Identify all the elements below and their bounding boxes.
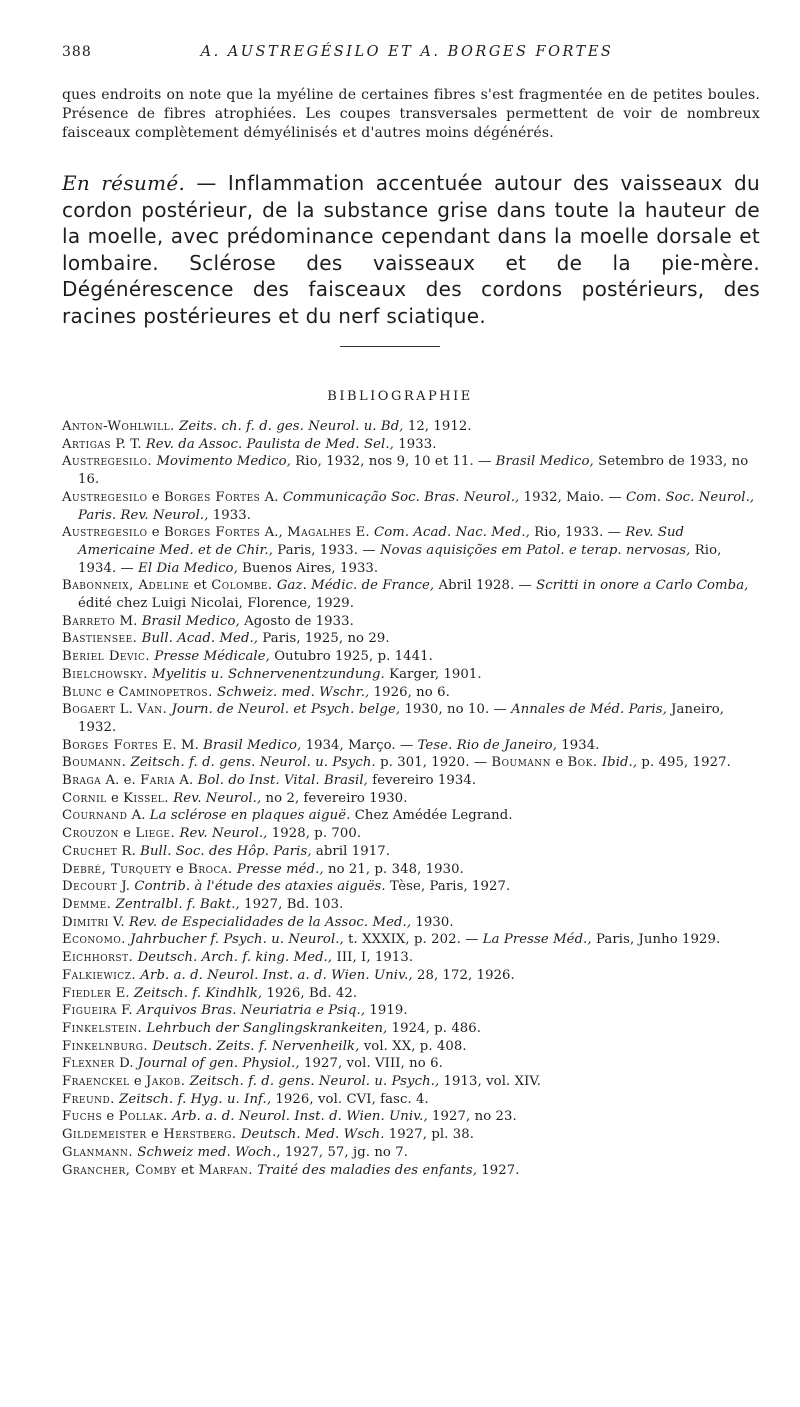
entry-title: Com. Acad. Nac. Med., [374,525,530,541]
entry-text: A. [175,773,198,789]
entry-text: 1934, Março. — [301,737,418,753]
entry-text: 1927, no 23. [427,1109,517,1125]
entry-text: Paris, 1925, no 29. [258,631,390,647]
entry-title: Presse méd., [236,861,324,877]
entry-text: V. [108,914,129,930]
entry-title: Arb. a. d. Neurol. Inst. a. d. Wien. Univ., [140,967,413,983]
bibliography-entry [62,577,762,612]
entry-title: Arquivos Bras. Neuriatria e Psiq., [136,1003,366,1019]
entry-author: Colombe. [211,578,273,594]
bibliography-entry [62,825,762,843]
entry-text: Chez Amédée Legrand. [350,808,513,824]
entry-author: Grancher, Comby [62,1162,177,1178]
entry-author: Demme. [62,896,112,912]
running-head: A. AUSTREGÉSILO ET A. BORGES FORTES [200,44,614,60]
bibliography-entry [62,648,762,666]
entry-text: III, I, 1913. [332,950,414,966]
bibliography-entry [62,1091,762,1109]
entry-title: La Presse Méd., [482,932,592,948]
entry-text: 1927, 57, jg. no 7. [280,1144,409,1160]
entry-author: Liege. [135,826,176,842]
intro-paragraph: ques endroits on note que la myéline de certaines fibres s'est fragmentée en de petites boules. Présence de fibres atrophiées. Les coupes transversales permettent de voir de nombreux faisceaux complètement démyélinisés et d'autres moins dégénérés. [62,87,760,141]
entry-author: Debré, Turquety [62,861,172,877]
entry-author: Dimitri [62,914,109,930]
entry-title: La sclérose en plaques aiguë. [149,808,351,824]
entry-author: Broca. [188,861,233,877]
entry-title: Annales de Méd. Paris, [511,702,667,718]
entry-author: Fuchs [62,1109,103,1125]
entry-author: Fraenckel [62,1074,130,1090]
entry-title: Journ. de Neurol. et Psych. belge, [171,702,401,718]
entry-text: 1913, vol. XIV. [439,1074,541,1090]
page-number: 388 [62,44,92,60]
entry-title: Arb. a. d. Neurol. Inst. d. Wien. Univ., [172,1109,428,1125]
bibliography-entry [62,843,762,861]
entry-text: L. [115,702,138,718]
bibliography-entry [62,737,762,755]
entry-title: Rev. de Especialidades de la Assoc. Med., [128,914,412,930]
entry-author: Flexner [62,1056,115,1072]
bibliography-entry [62,489,762,524]
entry-text: Paris, 1933. — [273,542,380,558]
bibliography-entry [62,1038,762,1056]
entry-title: Ibid., [601,755,638,771]
entry-text: abril 1917. [311,843,391,859]
entry-title: Bull. Soc. des Hôp. Paris, [140,843,312,859]
entry-text: 1930, no 10. — [400,702,512,718]
entry-title: Deutsch. Med. Wsch. [240,1127,385,1143]
entry-text: e [102,1109,119,1125]
bibliography-entry [62,985,762,1003]
entry-text: 1919. [365,1003,408,1019]
entry-text: vol. XX, p. 408. [359,1038,467,1054]
entry-title: Gaz. Médic. de France, [276,578,435,594]
entry-author: Marfan. [198,1162,253,1178]
entry-title: Traité des maladies des enfants, [257,1162,477,1178]
entry-text: Paris, Junho 1929. [591,932,721,948]
entry-author: Pollak. [118,1109,168,1125]
entry-author: Cournand [62,808,128,824]
entry-text: e [102,684,119,700]
entry-title: Contrib. à l'étude des ataxies aiguës. [134,879,386,895]
entry-text: no 21, p. 348, 1930. [323,861,464,877]
entry-text: 1927, pl. 38. [384,1127,475,1143]
entry-title: Movimento Medico, [156,454,291,470]
entry-text: 1927, Bd. 103. [239,896,344,912]
entry-author: Austregesilo [62,525,148,541]
section-divider [340,346,440,347]
entry-text: R. [117,843,141,859]
bibliography-entry [62,701,762,736]
bibliography-entry [62,453,762,488]
entry-author: Boumann. [62,755,127,771]
bibliography-entry [62,418,762,436]
bibliography-entry [62,878,762,896]
entry-author: Gildemeister [62,1127,147,1143]
entry-text: 1932, Maio. — [519,489,627,505]
entry-text: édité chez Luigi Nicolai, Florence, 1929. [78,596,355,612]
entry-text: Karger, 1901. [384,666,482,682]
entry-author: Bok. [567,755,598,771]
entry-title: Zeitsch. f. d. gens. Neurol. u. Psych., [189,1074,440,1090]
entry-text: Setembro de 1933, no 16. [78,454,749,488]
entry-title: Zeitsch. f. Kindhlk, [133,985,263,1001]
entry-text: 1933. [208,507,252,523]
entry-author: Bogaert [62,702,116,718]
entry-text: A. [260,489,283,505]
bibliography-entry [62,613,762,631]
entry-author: Anton-Wohlwill. [62,419,175,434]
bibliography-entry [62,967,762,985]
entry-title: Journal of gen. Physiol., [137,1056,300,1072]
entry-author: Eichhorst. [62,950,134,966]
bibliography-entry [62,949,762,967]
entry-text: E. [111,985,134,1001]
entry-text: 1930. [411,914,454,930]
bibliography-entry [62,684,762,702]
bibliography-entry [62,666,762,684]
bibliography-entry [62,1144,762,1162]
entry-title: Brasil Medico, [495,454,594,470]
entry-text: e [551,755,568,771]
entry-author: Finkelnburg. [62,1038,149,1054]
entry-text: M. [115,613,142,629]
bibliography-entry [62,630,762,648]
entry-text: 1926, vol. CVI, fasc. 4. [271,1091,429,1107]
bibliography-entry [62,861,762,879]
entry-author: Braga [62,773,102,789]
entry-title: Schweiz. med. Wschr., [217,684,370,700]
entry-author: Finkelstein. [62,1020,143,1036]
entry-title: Rev. da Assoc. Paulista de Med. Sel., [145,436,394,452]
entry-author: Herstberg. [163,1127,237,1143]
entry-text: 1926, no 6. [369,684,450,700]
entry-author: Austregesilo [62,489,148,505]
bibliography-list [62,418,762,1179]
bibliography-entry [62,1073,762,1091]
entry-text: e [129,1074,147,1090]
entry-title: Brasil Medico, [141,613,240,629]
entry-text: t. XXXIX, p. 202. — [343,932,483,948]
entry-author: Austregesilo. [62,454,153,470]
entry-title: Bol. do Inst. Vital. Brasil, [197,773,368,789]
entry-title: Bull. Acad. Med., [141,631,259,647]
entry-author: Glanmann. [62,1144,134,1160]
bibliography-entry [62,914,762,932]
bibliography-entry [62,896,762,914]
entry-text: 1924, p. 486. [387,1020,482,1036]
entry-text: e [171,861,189,877]
entry-text: et [189,578,212,594]
entry-author: Figueira [62,1003,117,1019]
entry-text: Rio, 1933. — [529,525,626,541]
entry-text: Buenos Aires, 1933. [237,560,379,576]
bibliography-heading: BIBLIOGRAPHIE [327,389,473,404]
entry-text: F. [116,1003,137,1019]
entry-title: Schweiz med. Woch., [137,1144,281,1160]
entry-title: Zeitsch. f. Hyg. u. Inf., [119,1091,272,1107]
entry-author: Jakob. [146,1074,186,1090]
entry-author: Borges Fortes [163,525,261,541]
entry-author: Caminopetros. [118,684,213,700]
entry-text: e [147,489,164,505]
entry-text: e [146,1127,164,1143]
entry-author: Falkiewicz. [62,967,137,983]
entry-author: Magalhes [287,525,352,541]
entry-text: fevereiro 1934. [367,773,477,789]
entry-author: Fiedler [62,985,112,1001]
entry-author: Economo. [62,932,126,948]
entry-author: Van. [137,702,168,718]
entry-title: Rev. Neurol., [179,826,268,842]
entry-title: Zeitsch. f. d. gens. Neurol. u. Psych. [130,755,376,771]
summary-text: — Inflammation accentuée autour des vaisseaux du cordon postérieur, de la substance grise dans toute la hauteur de la moelle, avec prédominance cependant dans la moelle dorsale et lombaire. Sclérose des vaisseaux et de la pie-mère. Dégénérescence des faisceaux des cordons postérieurs, des racines postérieures et du nerf sciatique. [62,171,760,328]
entry-title: Deutsch. Arch. f. king. Med., [137,950,333,966]
entry-text: 28, 172, 1926. [412,967,515,983]
entry-author: Cornil [62,790,107,806]
bibliography-entry [62,1020,762,1038]
entry-title: Myelitis u. Schnervenentzundung. [152,666,385,682]
entry-text: e [106,790,124,806]
entry-text: Agosto de 1933. [239,613,354,629]
entry-author: Decourt [62,879,118,895]
entry-title: Rev. Neurol., [173,790,262,806]
entry-author: Faria [140,773,176,789]
entry-text: Outubro 1925, p. 1441. [269,649,433,665]
entry-author: Beriel Devic. [62,649,151,665]
entry-title: Lehrbuch der Sanglingskrankeiten, [146,1020,388,1036]
entry-title: Scritti in onore a Carlo Comba, [536,578,749,594]
bibliography-entry [62,436,762,454]
bibliography-entry [62,1162,762,1180]
bibliography-entry [62,1002,762,1020]
entry-title: Novas aquisições em Patol. e terap. nervosas, [379,542,691,558]
entry-author: Crouzon [62,826,119,842]
entry-text: Janeiro, 1932. [78,702,725,735]
entry-text: 1927, vol. VIII, no 6. [299,1056,443,1072]
entry-title: Com. Soc. Neurol., Paris. Rev. Neurol., [78,489,755,523]
bibliography-entry [62,1108,762,1126]
entry-text: 1927. [477,1162,520,1178]
entry-author: Bielchowsky. [62,666,148,682]
entry-text: 1926, Bd. 42. [262,985,358,1001]
summary-paragraph [62,170,760,329]
entry-text: Tèse, Paris, 1927. [385,879,511,895]
entry-title: Deutsch. Zeits. f. Nervenheilk, [152,1038,360,1054]
entry-text: p. 301, 1920. — [375,755,492,771]
entry-author: Freund. [62,1091,115,1107]
entry-title: Zentralbl. f. Bakt., [115,896,240,912]
entry-text: E. [351,525,374,541]
entry-text: Abril 1928. — [434,578,537,594]
entry-author: Boumann [491,755,552,771]
entry-author: Cruchet [62,843,118,859]
entry-author: Blunc [62,684,103,700]
bibliography-entry [62,1055,762,1073]
bibliography-entry [62,754,762,772]
bibliography-entry [62,931,762,949]
entry-text: e [147,525,164,541]
entry-text: 1933. [393,436,437,452]
entry-text: 1934. [557,737,600,753]
bibliography-entry [62,790,762,808]
summary-lead: En résumé. [62,171,186,195]
bibliography-entry [62,772,762,790]
entry-text: 12, 1912. [403,419,472,434]
entry-text: E. M. [158,737,204,753]
entry-title: Jahrbucher f. Psych. u. Neurol., [130,932,344,948]
entry-title: Presse Médicale, [154,649,270,665]
entry-text: Rio, 1934. — [78,542,722,576]
entry-text: et [176,1162,199,1178]
entry-text: no 2, fevereiro 1930. [261,790,408,806]
entry-text: e [118,826,136,842]
page-header [62,44,752,70]
entry-text: P. T. [111,436,146,452]
entry-title: Tese. Rio de Janeiro, [417,737,558,753]
entry-author: Artigas [62,436,112,452]
entry-author: Barreto [62,613,116,629]
entry-text: A., [260,525,288,541]
entry-author: Babonneix, Adeline [62,578,190,594]
entry-title: Communicação Soc. Bras. Neurol., [282,489,520,505]
entry-author: Kissel. [123,790,169,806]
entry-title: Brasil Medico, [203,737,302,753]
entry-author: Borges Fortes [163,489,261,505]
entry-author: Bastiensee. [62,631,138,647]
entry-title: Rev. Sud Americaine Med. et de Chir., [78,525,685,558]
entry-text: p. 495, 1927. [637,755,731,771]
entry-text: J. [117,879,135,895]
entry-title: El Dia Medico, [138,560,238,576]
entry-text: Rio, 1932, nos 9, 10 et 11. — [290,454,496,470]
bibliography-entry [62,1126,762,1144]
entry-text: A. e. [101,773,141,789]
bibliography-entry [62,807,762,825]
bibliography-entry [62,524,762,577]
entry-text: 1928, p. 700. [267,826,362,842]
entry-title: Zeits. ch. f. d. ges. Neurol. u. Bd, [179,419,404,434]
entry-author: Borges Fortes [62,737,159,753]
entry-text: A. [127,808,150,824]
entry-text: D. [114,1056,138,1072]
